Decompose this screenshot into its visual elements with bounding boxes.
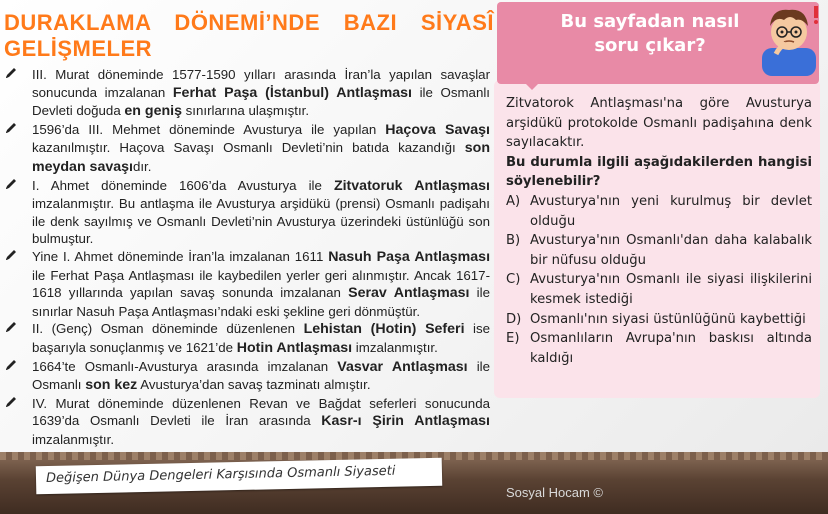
item-text: 1664’te Osmanlı-Avusturya arasında imzalanan	[32, 358, 338, 374]
pencil-icon	[4, 358, 18, 372]
question-header: Bu sayfadan nasıl soru çıkar?	[560, 11, 740, 56]
option-a	[506, 192, 812, 231]
topic-text: Değişen Dünya Dengeleri Karşısında Osmanlı Siyaseti	[45, 463, 396, 487]
item-text: 1596’da III. Mehmet döneminde Avusturya ile yapılan	[32, 121, 386, 137]
option-text: Osmanlı'nın siyasi üstünlüğünü kaybettiği	[530, 311, 806, 327]
option-text: Avusturya'nın Osmanlı ile siyasi ilişkilerini kesmek istediği	[530, 272, 812, 307]
question-prompt: Bu durumla ilgili aşağıdakilerden hangisi söylenebilir?	[506, 154, 812, 190]
item-emphasis: en geniş	[124, 103, 182, 120]
item-text: ile sınırlar Nasuh Paşa Antlaşması’ndaki eski şekline geri dönmüştür.	[32, 285, 490, 319]
option-letter: D)	[506, 311, 522, 327]
item-text: dır.	[132, 158, 152, 174]
page-title: DURAKLAMA DÖNEMİ’NDE BAZI SİYASÎ GELİŞMELER	[4, 10, 494, 61]
option-text: Avusturya'nın Osmanlı'dan daha kalabalık bir nüfusu olduğu	[530, 233, 812, 268]
item-emphasis: Kasr-ı Şirin Antlaşması	[321, 413, 490, 430]
thinking-character-icon	[756, 2, 822, 76]
item-text: ile Osmanlı	[32, 358, 491, 393]
item-text: sınırlarına ulaşmıştır.	[181, 103, 310, 119]
pencil-icon	[4, 121, 18, 135]
option-d	[506, 310, 812, 330]
item-emphasis: son kez	[85, 377, 138, 394]
option-letter: A)	[506, 193, 521, 209]
question-text	[506, 94, 812, 368]
item-emphasis: Haçova Savaşı	[385, 121, 490, 138]
item-emphasis: Nasuh Paşa Antlaşması	[328, 248, 491, 265]
option-text: Osmanlıların Avrupa'nın baskısı altında kaldığı	[530, 331, 812, 366]
item-emphasis: Vasvar Antlaşması	[337, 358, 468, 375]
option-letter: E)	[506, 331, 520, 347]
pencil-icon	[4, 320, 18, 334]
item-text: ile Ferhat Paşa Antlaşması ile kaybedilen yerler geri alınmıştır. Ancak 1617-1618 yıllarında yapılan savaş sonunda imzalanan	[32, 267, 490, 301]
item-text: II. (Genç) Osman döneminde düzenlenen	[32, 321, 304, 337]
item-text: Yine I. Ahmet döneminde İran’la imzalanan 1611	[32, 248, 329, 264]
item-emphasis: Zitvatoruk Antlaşması	[333, 177, 490, 194]
item-text: ise başarıyla sonuçlanmış ve 1621’de	[32, 321, 490, 355]
item-text: III. Murat döneminde 1577-1590 yılları arasında İran’la yapılan savaşlar sonucunda imzalanan	[32, 67, 490, 100]
question-stem: Zitvatorok Antlaşması'na göre Avusturya arşidükü protokolde Osmanlı padişahına denk sayılacaktır.	[506, 96, 812, 151]
item-text: imzalanmıştır.	[352, 339, 438, 355]
item-emphasis: Ferhat Paşa (İstanbul) Antlaşması	[172, 84, 412, 101]
option-text: Avusturya'nın yeni kurulmuş bir devlet olduğu	[530, 193, 812, 229]
item-text: imzalanmıştır. Bu antlaşma ile Avusturya arşidükü (prensi) Osmanlı padişahı ile denk sayılmış ve Osmanlı Devleti’nin Avusturya üzerindeki üstünlüğü son bulmuştur.	[32, 196, 490, 247]
list-item	[4, 121, 490, 177]
speech-bubble-tail	[520, 78, 544, 90]
pencil-icon	[4, 248, 18, 262]
option-b	[506, 231, 812, 270]
credit-text: Sosyal Hocam ©	[506, 485, 603, 500]
option-e	[506, 329, 812, 368]
item-emphasis: Serav Antlaşması	[348, 285, 470, 302]
list-item	[4, 320, 490, 357]
item-emphasis: Lehistan (Hotin) Seferi	[303, 321, 465, 338]
pencil-icon	[4, 177, 18, 191]
option-c	[506, 270, 812, 309]
item-text: kazanılmıştır. Haçova Savaşı Osmanlı Devleti’nin batıda kazandığı	[32, 140, 465, 156]
item-emphasis: son meydan savaşı	[32, 140, 490, 175]
pencil-icon	[4, 66, 18, 80]
list-item	[4, 248, 490, 320]
item-emphasis: Hotin Antlaşması	[236, 339, 353, 356]
item-text: Avusturya’dan savaş tazminatı almıştır.	[137, 377, 371, 393]
list-item	[4, 395, 490, 449]
list-item	[4, 358, 490, 395]
option-letter: B)	[506, 233, 521, 249]
item-text: IV. Murat döneminde düzenlenen Revan ve Bağdat seferleri sonucunda 1639’da Osmanlı Devleti ile İran arasında	[32, 395, 490, 429]
list-item	[4, 66, 490, 121]
pencil-icon	[4, 395, 18, 409]
list-item	[4, 177, 490, 248]
item-text: I. Ahmet döneminde 1606’da Avusturya ile	[32, 177, 334, 193]
option-letter: C)	[506, 272, 521, 288]
item-text: imzalanmıştır.	[32, 431, 115, 447]
item-text: ile Osmanlı Devleti doğuda	[32, 84, 490, 119]
content-list	[4, 66, 490, 448]
